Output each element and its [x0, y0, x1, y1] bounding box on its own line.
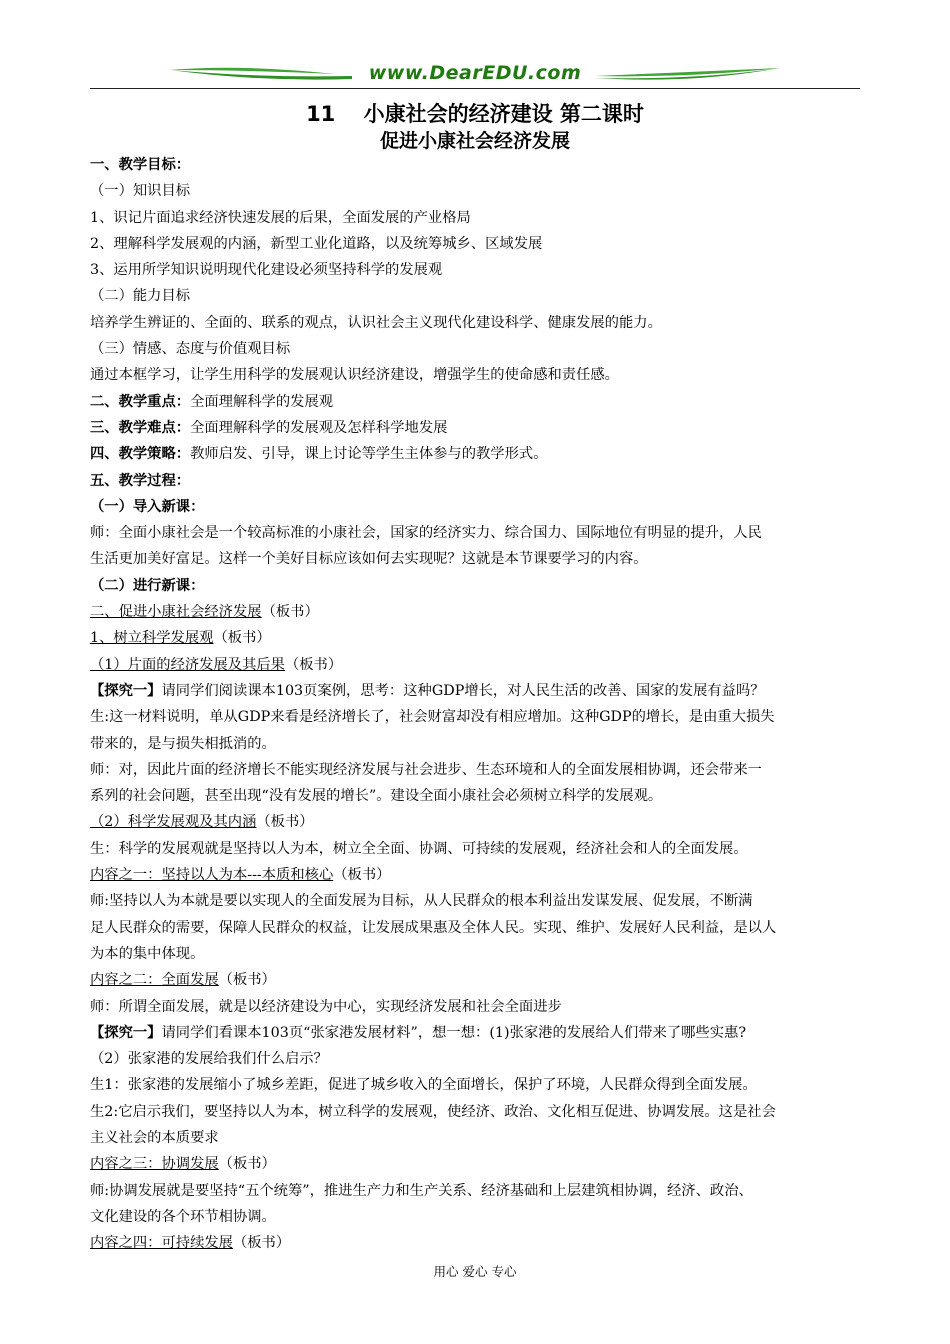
- line-text: 生2:它启示我们，要坚持以人为本，树立科学的发展观，使经济、政治、文化相互促进、协调发展。这是社会: [90, 1103, 776, 1120]
- document-title: 11 小康社会的经济建设 第二课时: [306, 102, 644, 126]
- text-line: [90, 862, 865, 888]
- text-line: [90, 836, 865, 862]
- board-heading: （1）片面的经济发展及其后果: [90, 656, 285, 673]
- text-line: [90, 389, 865, 415]
- bold-label: （一）导入新课：: [90, 498, 205, 515]
- text-line: [90, 599, 865, 625]
- text-line: [90, 1151, 865, 1177]
- bold-label: 五、教学过程：: [90, 472, 191, 489]
- page-footer: 用心 爱心 专心: [433, 1264, 517, 1279]
- line-text: 全面理解科学的发展观: [190, 393, 334, 410]
- board-heading: 内容之二：全面发展: [90, 972, 219, 989]
- line-text: 通过本框学习，让学生用科学的发展观认识经济建设，增强学生的使命感和责任感。: [90, 367, 619, 384]
- line-text: （三）情感、态度与价值观目标: [90, 341, 291, 358]
- text-line: [90, 415, 865, 441]
- text-line: [90, 257, 865, 283]
- line-text: 师：所谓全面发展，就是以经济建设为中心，实现经济发展和社会全面进步: [90, 998, 562, 1015]
- bold-label: （二）进行新课：: [90, 577, 205, 594]
- text-line: [90, 1204, 865, 1230]
- text-line: [90, 1072, 865, 1098]
- text-line: [90, 441, 865, 467]
- text-line: [90, 652, 865, 678]
- text-line: [90, 783, 865, 809]
- text-line: [90, 310, 865, 336]
- line-text: （2）张家港的发展给我们什么启示？: [90, 1051, 328, 1068]
- line-text: （板书）: [333, 867, 391, 884]
- line-text: （板书）: [284, 656, 343, 673]
- line-text: 生:这一材料说明，单从GDP来看是经济增长了，社会财富却没有相应增加。这种GDP的增长，是由重大损失: [90, 709, 775, 726]
- bold-label: 二、教学重点：: [90, 393, 191, 410]
- text-line: [90, 1046, 865, 1072]
- text-line: [90, 704, 865, 730]
- bold-label: 一、教学目标：: [90, 157, 191, 173]
- document-body: [90, 152, 865, 1256]
- page-header: [90, 60, 860, 90]
- document-subtitle: 促进小康社会经济发展: [379, 130, 570, 152]
- line-text: 主义社会的本质要求: [90, 1129, 219, 1146]
- text-line: [90, 941, 865, 967]
- text-line: [90, 1099, 865, 1125]
- line-text: 全面理解科学的发展观及怎样科学地发展: [190, 419, 448, 436]
- line-text: 生：科学的发展观就是坚持以人为本，树立全全面、协调、可持续的发展观，经济社会和人的全面发展。: [90, 840, 748, 857]
- text-line: [90, 888, 865, 914]
- line-text: （板书）: [232, 1235, 291, 1252]
- line-text: 系列的社会问题，甚至出现“没有发展的增长”。建设全面小康社会必须树立科学的发展观。: [90, 788, 663, 805]
- text-line: [90, 231, 865, 257]
- line-text: 请同学们看课本103页“张家港发展材料”，想一想：(1)张家港的发展给人们带来了哪些实惠?: [161, 1024, 746, 1041]
- board-heading: 1、树立科学发展观: [90, 630, 214, 647]
- bold-label: 【探究一】: [90, 1024, 162, 1041]
- line-text: 足人民群众的需要，保障人民群众的权益，让发展成果惠及全体人民。实现、维护、发展好人民利益，是以人: [90, 919, 777, 936]
- text-line: [90, 494, 865, 520]
- board-heading: 内容之一：坚持以人为本---本质和核心: [90, 867, 334, 884]
- header-rule: [90, 88, 860, 89]
- text-line: [90, 520, 865, 546]
- text-line: [90, 1020, 865, 1046]
- bold-label: 【探究一】: [90, 682, 162, 699]
- text-line: [90, 678, 865, 704]
- bold-label: 四、教学策略：: [90, 446, 191, 463]
- board-heading: （2）科学发展观及其内涵: [90, 814, 257, 831]
- line-text: 文化建设的各个环节相协调。: [90, 1208, 276, 1225]
- line-text: （板书）: [218, 1156, 276, 1173]
- line-text: （板书）: [213, 630, 271, 647]
- line-text: 生活更加美好富足。这样一个美好目标应该如何去实现呢？这就是本节课要学习的内容。: [90, 551, 648, 568]
- text-line: [90, 967, 865, 993]
- text-line: [90, 283, 865, 309]
- line-text: 3、运用所学知识说明现代化建设必须坚持科学的发展观: [90, 262, 443, 279]
- text-line: [90, 336, 865, 362]
- line-text: 1、识记片面追求经济快速发展的后果，全面发展的产业格局: [90, 209, 471, 226]
- text-line: [90, 152, 865, 178]
- text-line: [90, 757, 865, 783]
- line-text: 2、理解科学发展观的内涵，新型工业化道路，以及统筹城乡、区域发展: [90, 235, 543, 252]
- line-text: 教师启发、引导，课上讨论等学生主体参与的教学形式。: [190, 446, 548, 463]
- line-text: 培养学生辨证的、全面的、联系的观点，认识社会主义现代化建设科学、健康发展的能力。: [90, 314, 662, 331]
- board-heading: 内容之三：协调发展: [90, 1156, 219, 1173]
- line-text: （板书）: [218, 972, 276, 989]
- line-text: 请同学们阅读课本103页案例，思考：这种GDP增长，对人民生活的改善、国家的发展有益吗？: [161, 682, 765, 699]
- site-logo-text: www.DearEDU.com: [368, 62, 582, 84]
- text-line: [90, 994, 865, 1020]
- line-text: （板书）: [256, 814, 314, 831]
- line-text: （二）能力目标: [90, 288, 191, 305]
- line-text: 师：全面小康社会是一个较高标准的小康社会，国家的经济实力、综合国力、国际地位有明显的提升，人民: [90, 525, 762, 542]
- text-line: [90, 809, 865, 835]
- text-line: [90, 468, 865, 494]
- line-text: 师:协调发展就是要坚持“五个统筹”，推进生产力和生产关系、经济基础和上层建筑相协调，经济、政治、: [90, 1182, 753, 1199]
- text-line: [90, 573, 865, 599]
- text-line: [90, 1125, 865, 1151]
- line-text: （一）知识目标: [90, 183, 191, 200]
- board-heading: 内容之四：可持续发展: [90, 1235, 233, 1252]
- text-line: [90, 205, 865, 231]
- text-line: [90, 731, 865, 757]
- line-text: 生1：张家港的发展缩小了城乡差距，促进了城乡收入的全面增长，保护了环境，人民群众得到全面发展。: [90, 1077, 757, 1094]
- text-line: [90, 362, 865, 388]
- board-heading: 二、促进小康社会经济发展: [90, 604, 262, 621]
- line-text: 为本的集中体现。: [90, 945, 205, 962]
- text-line: [90, 625, 865, 651]
- text-line: [90, 546, 865, 572]
- bold-label: 三、教学难点：: [90, 419, 191, 436]
- text-line: [90, 915, 865, 941]
- line-text: （板书）: [261, 604, 319, 621]
- text-line: [90, 1230, 865, 1256]
- text-line: [90, 178, 865, 204]
- line-text: 师:坚持以人为本就是要以实现人的全面发展为目标，从人民群众的根本利益出发谋发展、促发展，不断满: [90, 893, 753, 910]
- line-text: 师：对，因此片面的经济增长不能实现经济发展与社会进步、生态环境和人的全面发展相协调，还会带来一: [90, 761, 762, 778]
- line-text: 带来的，是与损失相抵消的。: [90, 735, 276, 752]
- text-line: [90, 1178, 865, 1204]
